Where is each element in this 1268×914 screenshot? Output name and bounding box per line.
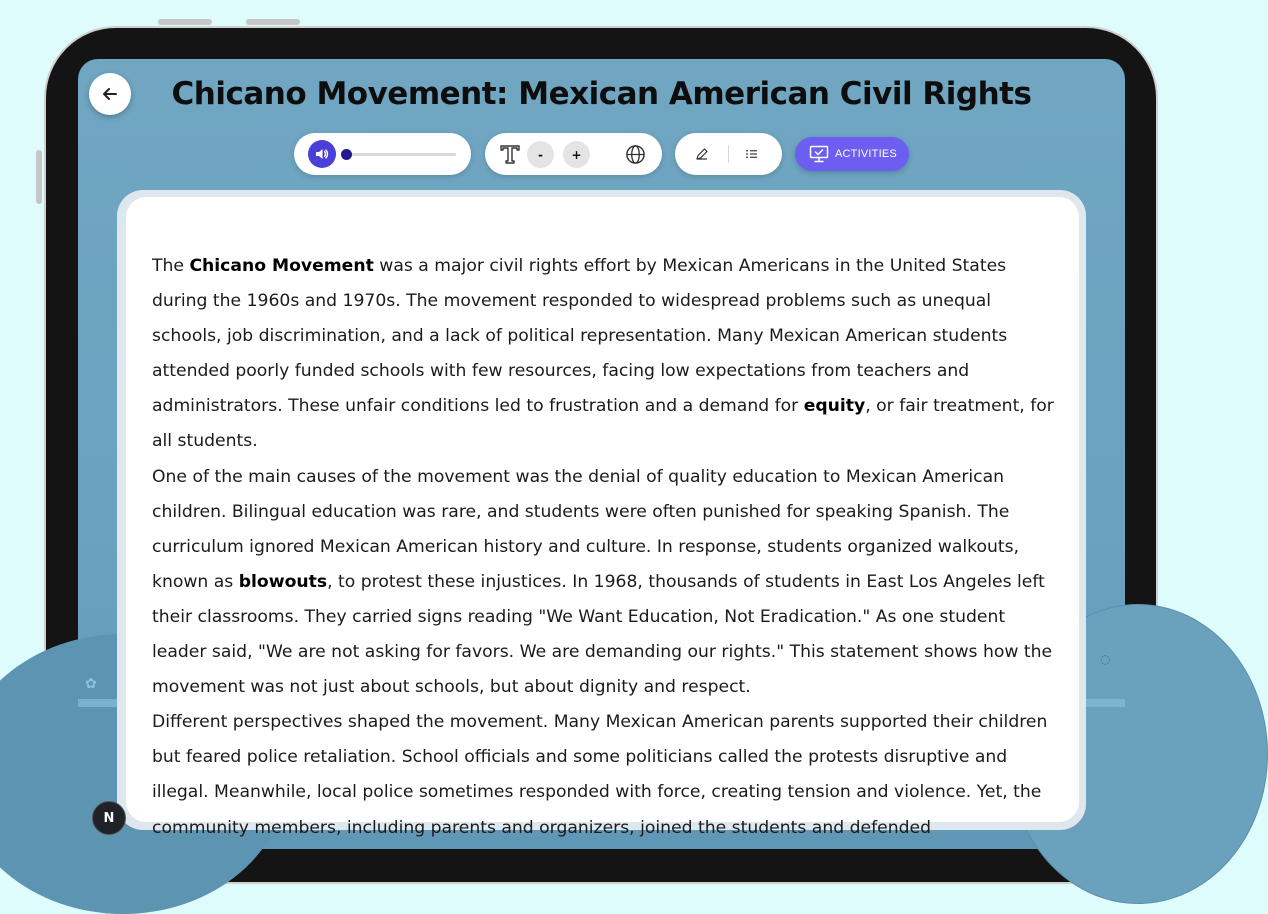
tools-divider xyxy=(728,145,729,163)
n-badge-button[interactable]: N xyxy=(92,801,126,835)
key-term-blowouts[interactable]: blowouts xyxy=(238,571,328,592)
flower-decoration-icon: ✿ xyxy=(85,676,97,692)
key-term-chicano-movement[interactable]: Chicano Movement xyxy=(189,256,374,276)
outline-list-button[interactable] xyxy=(744,147,758,161)
language-globe-button[interactable] xyxy=(624,143,646,165)
article-text xyxy=(152,249,1057,846)
article-paragraph-2: One of the main causes of the movement was the denial of quality education to Mexican American children. Bilingual education was rare, and students were often punished for speaking Spanish. The curriculum ignored Mexican American history and culture. In response, students organized walkouts, known as blowouts, to protest these injustices. In 1968, thousands of students in East Los Angeles left their classrooms. They carried signs reading "We Want Education, Not Eradication." As one student leader said, "We are not asking for favors. We are demanding our rights." This statement shows how the movement was not just about schools, but about dignity and respect. xyxy=(152,466,1053,698)
reading-card[interactable] xyxy=(126,197,1079,838)
reading-tools xyxy=(675,133,782,175)
volume-up-hardware-button xyxy=(158,19,212,25)
monitor-check-icon xyxy=(809,145,829,163)
pencil-icon xyxy=(695,147,709,161)
highlight-pen-button[interactable] xyxy=(694,146,710,162)
hill-marking-decoration: ◌ xyxy=(1100,652,1111,666)
article-paragraph-1: The Chicano Movement was a major civil rights effort by Mexican Americans in the United States during the 1960s and 1970s. The movement responded to widespread problems such as unequal schools, job discrimination, and a lack of political representation. Many Mexican American students attended poorly funded schools with few resources, facing low expectations from teachers and administrators. These unfair conditions led to frustration and a demand for equity, or fair treatment, for all students. xyxy=(152,256,1054,452)
decrease-text-size-button[interactable]: - xyxy=(527,141,554,168)
audio-progress-handle[interactable] xyxy=(341,149,352,160)
back-button[interactable] xyxy=(89,73,131,115)
app-screen xyxy=(78,59,1125,849)
audio-player xyxy=(294,133,471,175)
speaker-icon xyxy=(314,146,330,162)
globe-icon xyxy=(625,144,646,165)
page-title: Chicano Movement: Mexican American Civil Rights xyxy=(171,76,1032,112)
increase-text-size-button[interactable]: + xyxy=(563,141,590,168)
power-hardware-button xyxy=(36,150,42,204)
list-icon xyxy=(745,148,758,160)
play-audio-button[interactable] xyxy=(308,140,336,168)
activities-button[interactable] xyxy=(795,137,909,171)
arrow-left-icon xyxy=(100,84,120,104)
article-paragraph-3: Different perspectives shaped the movement. Many Mexican American parents supported their children but feared police retaliation. School officials and some politicians called the protests disruptive and illegal. Meanwhile, local police sometimes responded with force, creating tension and violence. Yet, the community members, including parents and organizers, joined the students and defended xyxy=(152,712,1048,838)
text-size-icon xyxy=(497,142,523,166)
key-term-equity[interactable]: equity xyxy=(803,396,866,417)
activities-label: ACTIVITIES xyxy=(835,148,897,160)
volume-down-hardware-button xyxy=(246,19,300,25)
audio-progress-track[interactable] xyxy=(346,153,456,156)
text-controls xyxy=(485,133,662,175)
